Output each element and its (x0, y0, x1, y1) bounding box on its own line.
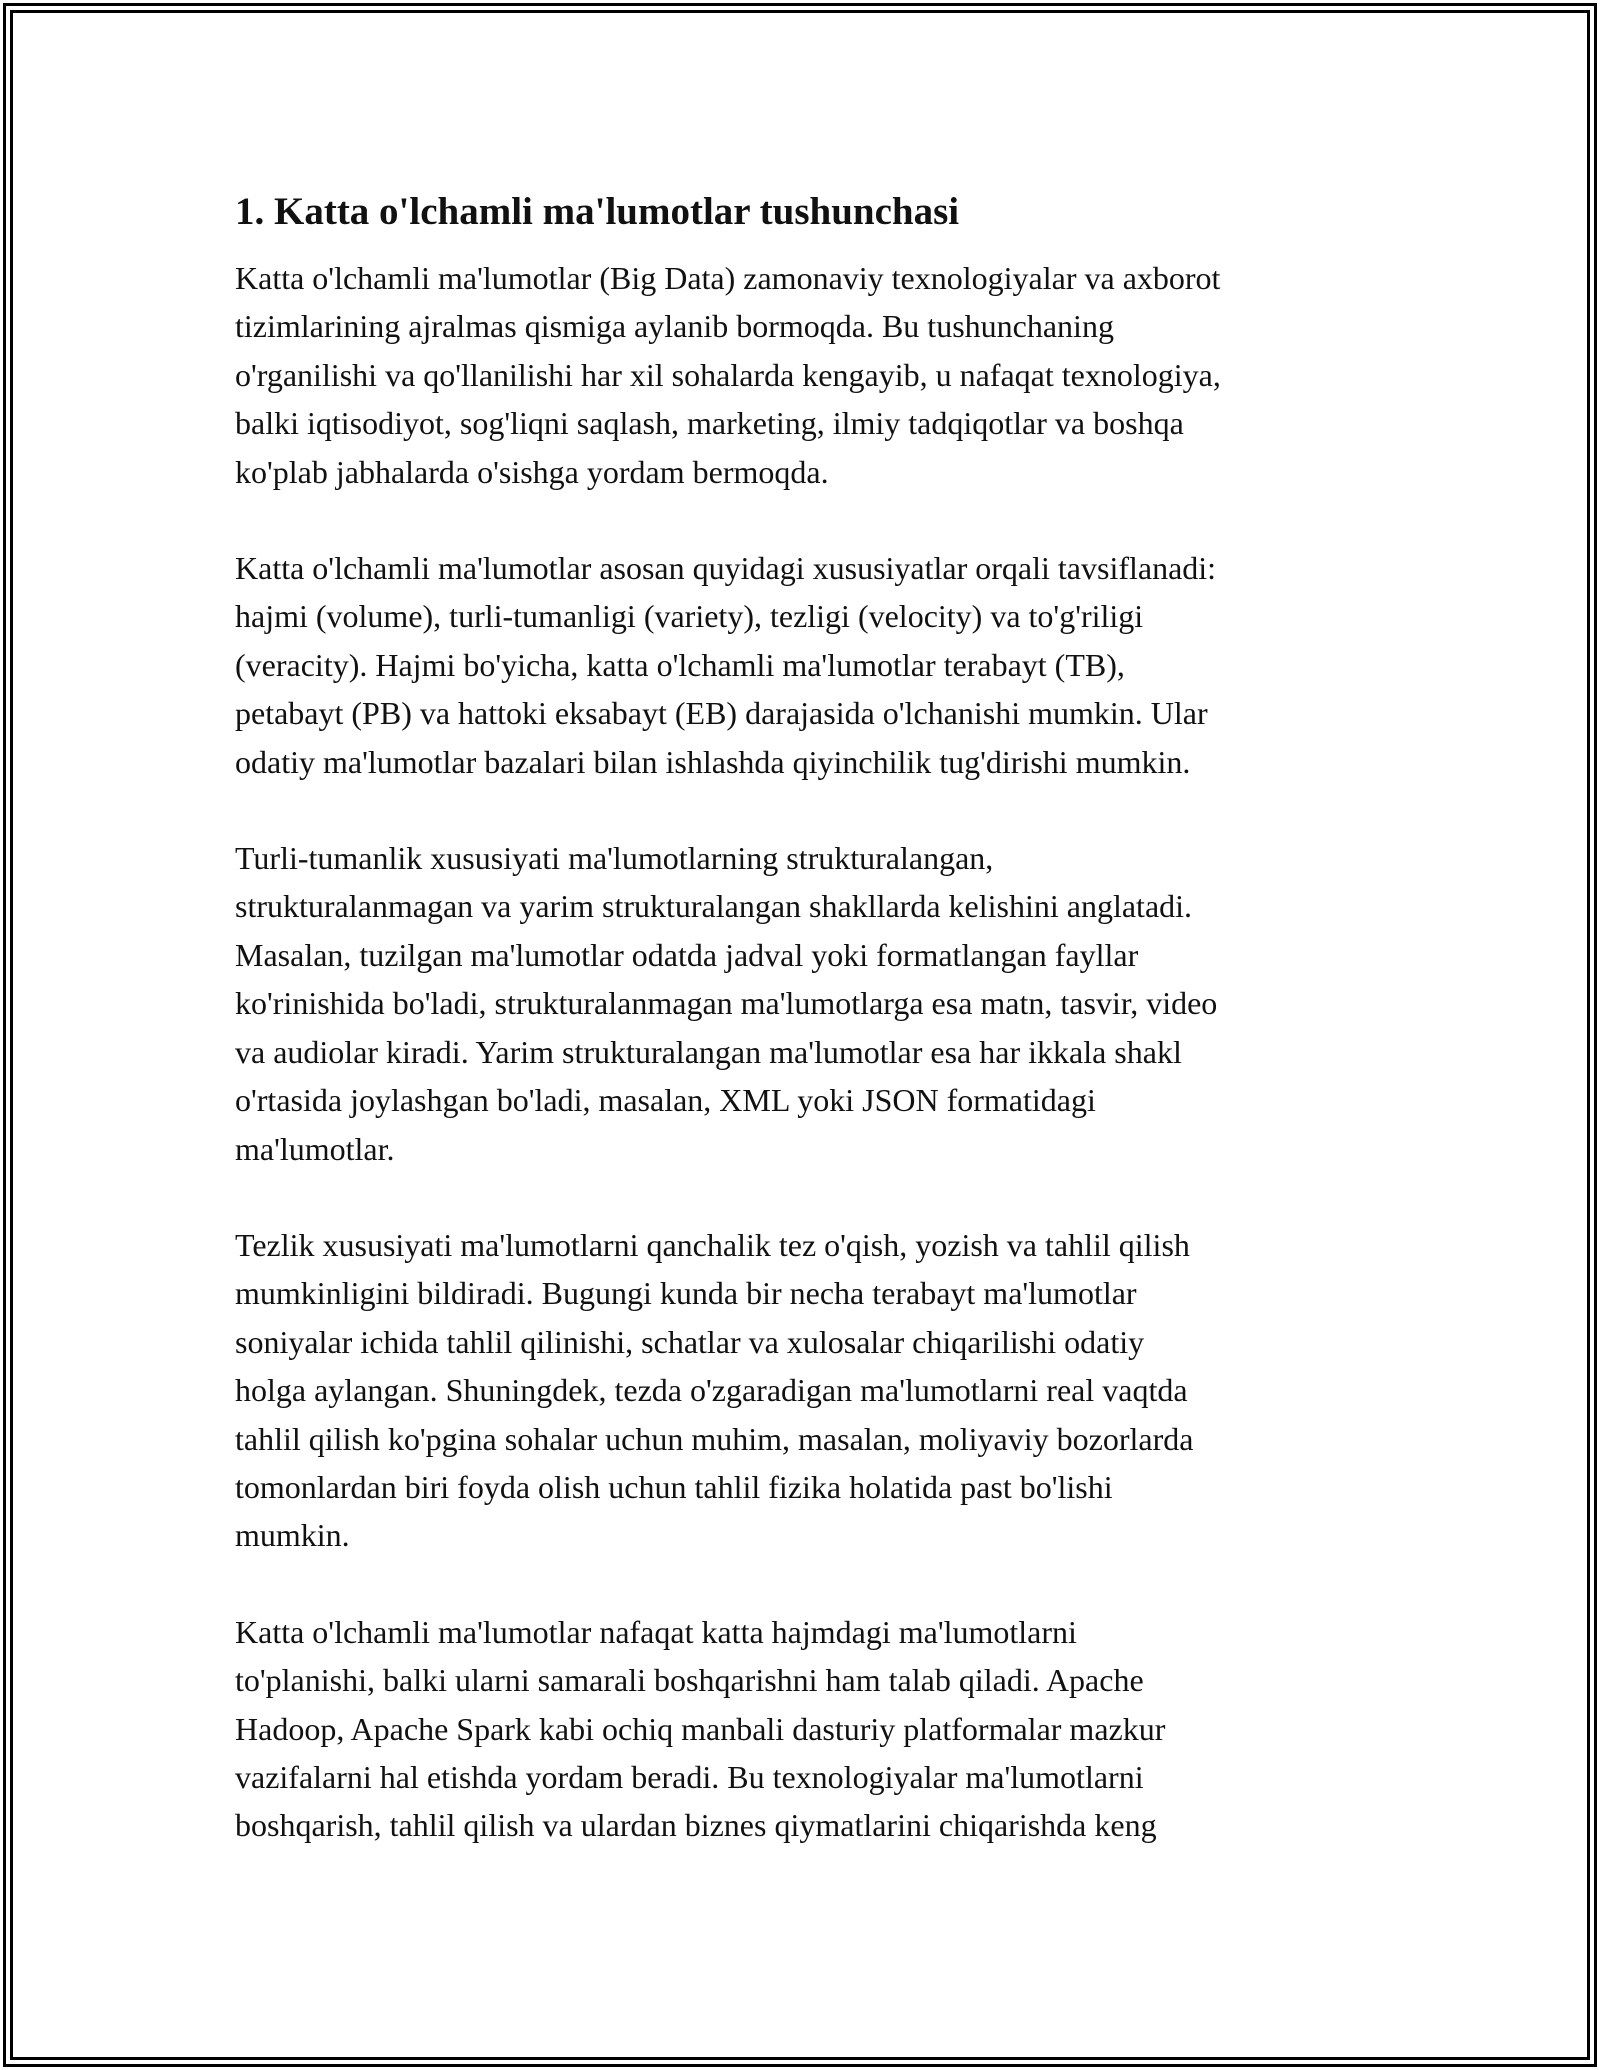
text-line: vazifalarni hal etishda yordam beradi. Bu texnologiyalar ma'lumotlarni (235, 1758, 1144, 1795)
text-line: odatiy ma'lumotlar bazalari bilan ishlashda qiyinchilik tug'dirishi mumkin. (235, 743, 1191, 780)
text-line: va audiolar kiradi. Yarim strukturalangan ma'lumotlar esa har ikkala shakl (235, 1033, 1182, 1070)
text-line: boshqarish, tahlil qilish va ulardan biznes qiymatlarini chiqarishda keng (235, 1807, 1157, 1844)
paragraph-4 (235, 1221, 1385, 1560)
text-line: (veracity). Hajmi bo'yicha, katta o'lchamli ma'lumotlar terabayt (TB), (235, 646, 1125, 683)
text-line: mumkinligini bildiradi. Bugungi kunda bir necha terabayt ma'lumotlar (235, 1275, 1137, 1312)
text-line: soniyalar ichida tahlil qilinishi, schatlar va xulosalar chiqarilishi odatiy (235, 1323, 1145, 1360)
text-line: Katta o'lchamli ma'lumotlar nafaqat katta hajmdagi ma'lumotlarni (235, 1613, 1077, 1650)
text-line: tomonlardan biri foyda olish uchun tahlil fizika holatida past bo'lishi (235, 1468, 1113, 1505)
text-line: Tezlik xususiyati ma'lumotlarni qanchalik tez o'qish, yozish va tahlil qilish (235, 1226, 1190, 1263)
text-line: tizimlarining ajralmas qismiga aylanib bormoqda. Bu tushunchaning (235, 308, 1114, 345)
text-line: Katta o'lchamli ma'lumotlar asosan quyidagi xususiyatlar orqali tavsiflanadi: (235, 550, 1217, 587)
paragraph-1 (235, 254, 1385, 496)
text-line: to'planishi, balki ularni samarali boshqarishni ham talab qiladi. Apache (235, 1662, 1144, 1699)
text-line: mumkin. (235, 1517, 350, 1554)
text-line: o'rganilishi va qo'llanilishi har xil sohalarda kengayib, u nafaqat texnologiya, (235, 356, 1221, 393)
text-line: holga aylangan. Shuningdek, tezda o'zgaradigan ma'lumotlarni real vaqtda (235, 1372, 1188, 1409)
text-line: ma'lumotlar. (235, 1130, 395, 1167)
paragraph-3 (235, 834, 1385, 1173)
text-line: Hadoop, Apache Spark kabi ochiq manbali dasturiy platformalar mazkur (235, 1710, 1166, 1747)
document-body (235, 186, 1385, 1898)
text-line: hajmi (volume), turli-tumanligi (variety), tezligi (velocity) va to'g'riligi (235, 598, 1144, 635)
text-line: strukturalanmagan va yarim strukturalangan shakllarda kelishini anglatadi. (235, 888, 1193, 925)
text-line: tahlil qilish ko'pgina sohalar uchun muhim, masalan, moliyaviy bozorlarda (235, 1420, 1194, 1457)
text-line: o'rtasida joylashgan bo'ladi, masalan, XML yoki JSON formatidagi (235, 1082, 1096, 1119)
text-line: Katta o'lchamli ma'lumotlar (Big Data) zamonaviy texnologiyalar va axborot (235, 260, 1221, 296)
text-line: ko'rinishida bo'ladi, strukturalanmagan ma'lumotlarga esa matn, tasvir, video (235, 985, 1218, 1022)
text-line: balki iqtisodiyot, sog'liqni saqlash, marketing, ilmiy tadqiqotlar va boshqa (235, 405, 1184, 442)
paragraph-5 (235, 1608, 1385, 1850)
paragraph-2 (235, 544, 1385, 786)
text-line: Turli-tumanlik xususiyati ma'lumotlarning strukturalangan, (235, 840, 994, 877)
text-line: ko'plab jabhalarda o'sishga yordam bermoqda. (235, 453, 829, 490)
text-line: petabayt (PB) va hattoki eksabayt (EB) darajasida o'lchanishi mumkin. Ular (235, 695, 1208, 732)
text-line: Masalan, tuzilgan ma'lumotlar odatda jadval yoki formatlangan fayllar (235, 936, 1139, 973)
section-heading: 1. Katta o'lchamli ma'lumotlar tushunchasi (235, 190, 960, 233)
